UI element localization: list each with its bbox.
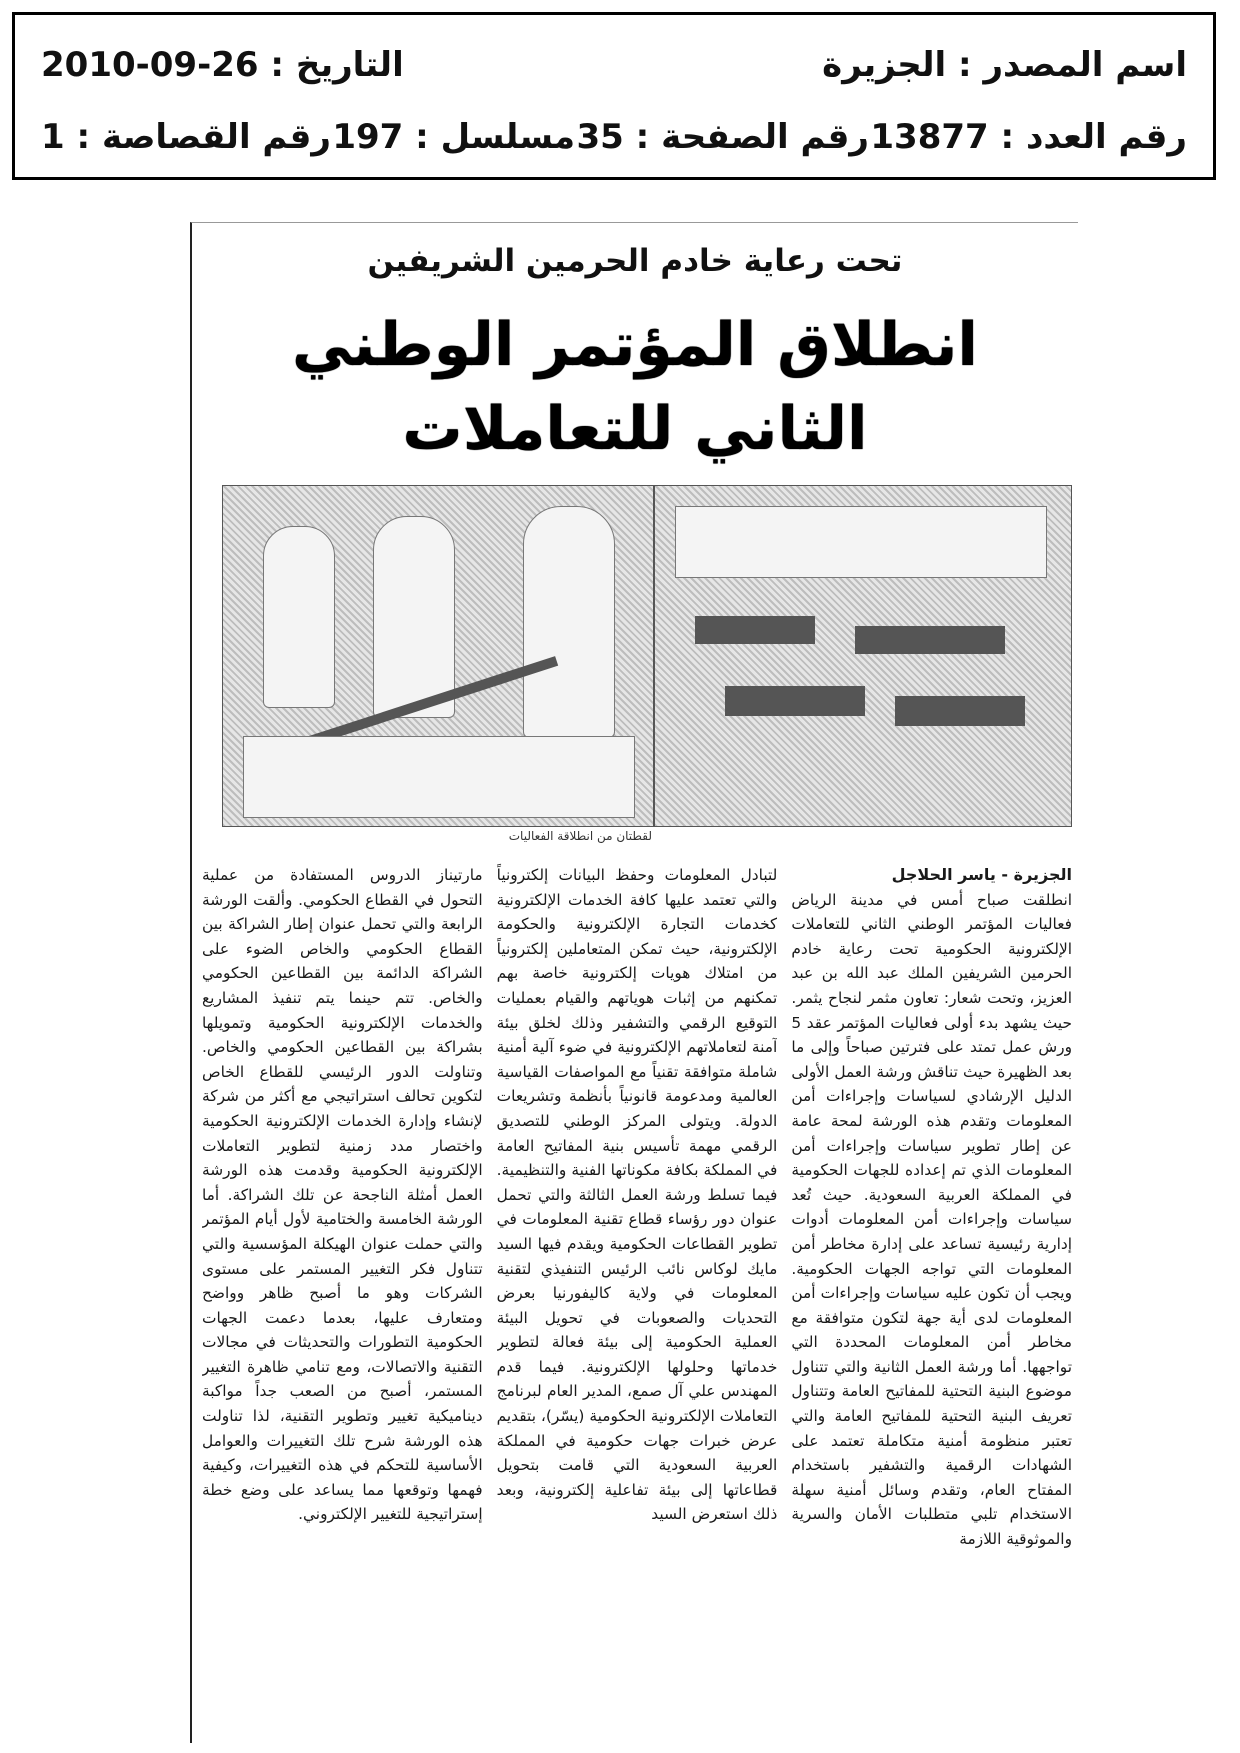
metadata-row-2 [15,107,1213,167]
date [41,45,404,85]
photo-conference-hall [654,485,1072,827]
photo-table [243,736,635,818]
column-2-text: لتبادل المعلومات وحفظ البيانات إلكترونياً والتي تعتمد عليها كافة الخدمات الإلكترونية كخدمات التجارة الإلكترونية والحكومة الإلكترونية، حيث تمكن المتعاملين إلكترونياً من امتلاك هويات إلكترونية خاصة بهم تمكنهم من إثبات هوياتهم والقيام بعمليات التوقيع الرقمي والتشفير وذلك لخلق بيئة آمنة لتعاملاتهم الإلكترونية في ضوء آلية أمنية شاملة متوافقة تقنياً مع المواصفات القياسية العالمية ومدعومة قانونياً بأنظمة وتشريعات الدولة. ويتولى المركز الوطني للتصديق الرقمي مهمة تأسيس بنية المفاتيح العامة في المملكة بكافة مكوناتها الفنية والتنظيمية. فيما تسلط ورشة العمل الثالثة والتي تحمل عنوان دور رؤساء قطاع تقنية المعلومات في تطوير القطاعات الحكومية ويقدم فيها السيد مايك لوكاس نائب الرئيس التنفيذي لتقنية المعلومات في ولاية كاليفورنيا بعرض التحديات والصعوبات في تحويل البيئة العملية الحكومية إلى بيئة فعالة لتطوير خدماتها وحلولها الإلكترونية. فيما قدم المهندس علي آل صمع، المدير العام لبرنامج التعاملات الإلكترونية الحكومية (يسّر)، بتقديم عرض خبرات جهات حكومية في المملكة العربية السعودية التي قامت بتحويل قطاعاتها إلى بيئة تفاعلية إلكترونية، وبعد ذلك استعرض السيد [496,866,778,1524]
page-number [577,117,869,157]
photo-table-row-2 [855,626,1005,654]
photo-table-row-1 [695,616,815,644]
issue-number [870,117,1187,157]
photo-figure-3 [523,506,615,738]
article-column-1 [791,863,1072,1743]
headline-line-1: انطلاق المؤتمر الوطني الثاني للتعاملات [292,310,978,464]
photo-figure-1 [263,526,335,708]
source-name [822,45,1187,85]
clip-label: رقم القصاصة : 1 [41,117,331,157]
clip-number [41,117,331,157]
serial-number [332,117,575,157]
metadata-row-1 [15,35,1213,95]
source-label: اسم المصدر : الجزيرة [822,45,1187,85]
article-column-3 [202,863,483,1743]
photo-figure-2 [373,516,455,718]
article-kicker: تحت رعاية خادم الحرمين الشريفين [367,243,903,279]
clipping-metadata-box [12,12,1216,180]
photo-caption: لقطتان من انطلاقة الفعاليات [508,829,652,843]
article-body [202,863,1072,1743]
newspaper-clipping [190,222,1078,1743]
article-column-2 [497,863,778,1743]
photo-wall [675,506,1047,578]
date-label: التاريخ : 26-09-2010 [41,45,404,85]
photo-table-row-3 [725,686,865,716]
issue-label: رقم العدد : 13877 [870,117,1187,157]
column-1-text: انطلقت صباح أمس في مدينة الرياض فعاليات المؤتمر الوطني الثاني للتعاملات الإلكترونية الحكومية تحت رعاية خادم الحرمين الشريفين الملك عبد الله بن عبد العزيز، وتحت شعار: تعاون مثمر لنجاح يثمر. حيث يشهد بدء أولى فعاليات المؤتمر عقد 5 ورش عمل تمتد على فترتين صباحاً وإلى ما بعد الظهيرة حيث تناقش ورشة العمل الأولى الدليل الإرشادي لسياسات وإجراءات أمن المعلومات وتقدم هذه الورشة لمحة عامة عن إطار تطوير سياسات وإجراءات أمن المعلومات الذي تم إعداده للجهات الحكومية في المملكة العربية السعودية. حيث تُعد سياسات وإجراءات أمن المعلومات أدوات إدارية رئيسية تساعد على إدارة مخاطر أمن المعلومات التي تواجه الجهات الحكومية. ويجب أن تكون عليه سياسات وإجراءات أمن المعلومات لدى أية جهة لتكون متوافقة مع مخاطر أمن المعلومات المحددة التي تواجهها. أما ورشة العمل الثانية والتي تتناول موضوع البنية التحتية للمفاتيح العامة وتتناول تعريف البنية التحتية للمفاتيح العامة والتي تعتبر منظومة أمنية متكاملة تعتمد على الشهادات الرقمية والتشفير باستخدام المفتاح العام، وتقدم وسائل أمنية سهلة الاستخدام تلبي متطلبات الأمان والسرية والموثوقية اللازمة [791,890,1072,1549]
photo-table-row-4 [895,696,1025,726]
column-3-text: مارتيناز الدروس المستفادة من عملية التحول في القطاع الحكومي. وألقت الورشة الرابعة والتي تحمل عنوان إطار الشراكة بين القطاع الحكومي والخاص الضوء على الشراكة الدائمة بين القطاعين الحكومي والخاص. تتم حينما يتم تنفيذ المشاريع والخدمات الإلكترونية الحكومية وتمويلها بشراكة بين القطاعين الحكومي والخاص. وتناولت الدور الرئيسي للقطاع الخاص لتكوين تحالف استراتيجي مع أكثر من شركة لإنشاء وإدارة الخدمات الإلكترونية الحكومية واختصار مدد زمنية لتطوير التعاملات الإلكترونية الحكومية وقدمت هذه الورشة العمل أمثلة الناجحة عن تلك الشراكة. أما الورشة الخامسة والختامية لأول أيام المؤتمر والتي حملت عنوان الهيكلة المؤسسية والتي تتناول فكر التغيير المستمر على مستوى الشركات وهو ما أصبح ظاهر وواضح ومتعارف عليها، بعدما دعمت الجهات الحكومية التطورات والتحديثات في مجالات التقنية والاتصالات، ومع تنامي ظاهرة التغيير المستمر، أصبح من الصعب جداً مواكبة ديناميكية تغيير وتطوير التقنية، لذا تناولت هذه الورشة شرح تلك التغييرات والعوامل الأساسية للتحكم في هذه التغييرات، وكيفية فهمها وتوقعها مما يساعد على وضع خطة إستراتيجية للتغيير الإلكتروني. [201,866,483,1524]
photo-dignitaries [222,485,654,827]
page-label: رقم الصفحة : 35 [576,117,869,157]
serial-label: مسلسل : 197 [332,117,576,157]
article-byline: الجزيرة - ياسر الحلاجل [891,865,1072,884]
